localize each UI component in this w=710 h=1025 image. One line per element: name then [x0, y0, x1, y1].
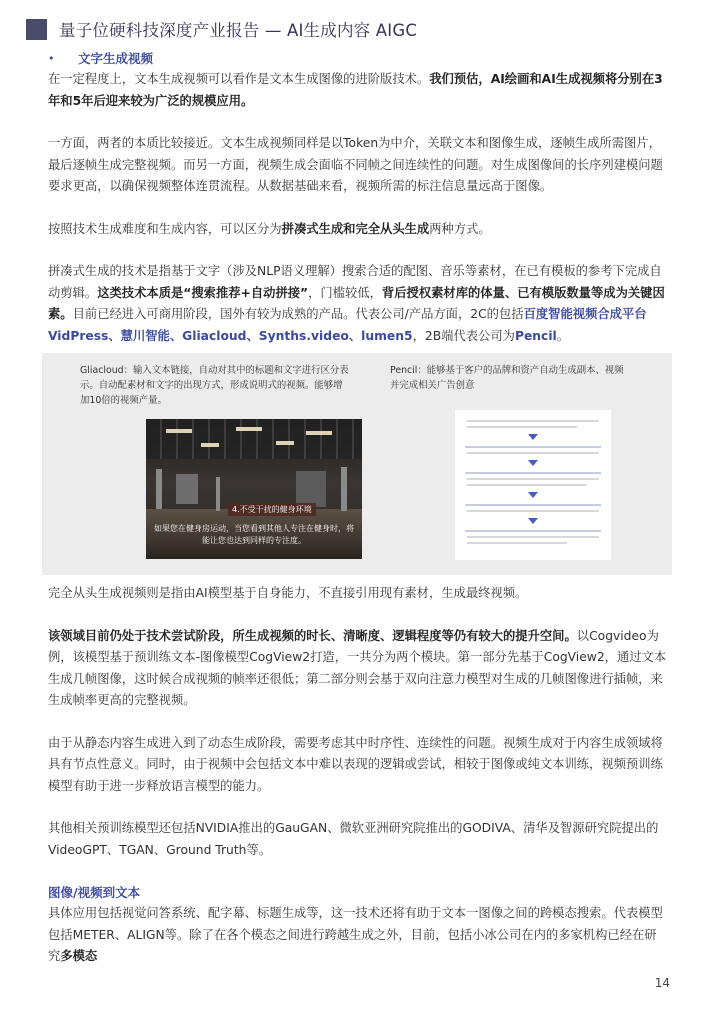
paragraph-classification	[48, 219, 668, 241]
page-number: 14	[654, 976, 670, 990]
header-title: 量子位硬科技深度产业报告 — AI生成内容 AIGC	[59, 21, 418, 40]
text-span: 。	[556, 328, 570, 343]
section-heading-text-to-video	[48, 48, 668, 69]
bold-span: 背后授权素材库的体量、已有模版数量等成为关键因素。	[48, 285, 665, 321]
paragraph-image-to-text	[48, 903, 668, 968]
header-accent-block	[26, 19, 47, 40]
bold-span: 我们预估，AI绘画和AI生成视频将分别在3年和5年后迎来较为广泛的规模应用。	[48, 72, 663, 108]
arrow-down-icon	[528, 492, 538, 498]
figure-caption-pencil: Pencil：能够基于客户的品牌和资产自动生成副本、视频并完成相关广告创意	[390, 365, 624, 391]
text-span: 完全从头生成视频则是指由AI模型基于自身能力，不直接引用现有素材，生成最终视频。	[48, 586, 528, 600]
page-header	[26, 14, 417, 44]
text-span: ，门槛较低，	[308, 285, 382, 300]
paragraph-cogvideo	[48, 626, 668, 712]
text-span: 两种方式。	[429, 221, 491, 236]
text-span: 以Cogvideo为例，该模型基于预训练文本-图像模型CogView2打造，一共分为两个模块。第一部分先基于CogView2，通过文本生成几帧图像，这时候合成视频的帧率还很低；第二部分则会基于双向注意力模型对生成的几帧图像进行插帧，来生成帧率更高的完整视频。	[48, 628, 667, 707]
bold-span: 该领域目前仍处于技术尝试阶段，所生成视频的时长、清晰度、逻辑程度等仍有较大的提升空间。	[48, 628, 577, 643]
bold-span: 多模态	[60, 949, 98, 963]
pencil-flow-diagram	[455, 410, 611, 560]
arrow-down-icon	[528, 460, 538, 466]
section-title: 文字生成视频	[78, 51, 154, 66]
text-span: 一方面，两者的本质比较接近。文本生成视频同样是以Token为中介，关联文本和图像生成，逐帧生成所需图片，最后逐帧生成完整视频。而另一方面，视频生成会面临不同帧之间连续性的问题。对生成图像间的长序列建模问题要求更高，以确保视频整体连贯流程。从数据基础来看，视频所需的标注信息量远高于图像。	[48, 136, 663, 193]
arrow-down-icon	[528, 434, 538, 440]
paragraph-other-models	[48, 818, 668, 861]
text-span: ，2B端代表公司为	[412, 328, 515, 343]
gym-caption-tag: 4.不受干扰的健身环境	[228, 503, 316, 516]
text-span: 由于从静态内容生成进入到了动态生成阶段，需要考虑其中时序性、连续性的问题。视频生成对于内容生成领域将具有节点性意义。同时，由于视频中会包括文本中难以表现的逻辑或尝试，相较于图像或纯文本训练，视频预训练模型有助于进一步释放语言模型的能力。	[48, 735, 663, 793]
text-span: 具体应用包括视觉问答系统、配字幕、标题生成等，这一技术还将有助于文本一图像之间的跨模态搜索。代表模型包括METER、ALIGN等。除了在各个模态之间进行跨越生成之外，目前，包括小冰公司在内的多家机构已经在研究	[48, 906, 663, 963]
paragraph-comparison	[48, 133, 668, 198]
figure-examples	[42, 353, 672, 575]
company-pencil: Pencil	[514, 328, 557, 343]
text-span: 拼凑式生成的技术是指基于文字（涉及NLP语义理解）搜索合适的配图、音乐等素材，在已有模板的参考下完成自动剪辑。	[48, 264, 662, 300]
text-span: 按照技术生成难度和生成内容，可以区分为	[48, 221, 282, 236]
paragraph-intro	[48, 69, 668, 112]
bullet-icon: •	[48, 52, 55, 65]
main-content	[48, 48, 668, 968]
gym-subtitle: 如果您在健身房运动，当您看到其他人专注在健身时，将能让您也达到同样的专注度。	[154, 524, 354, 545]
text-span: 其他相关预训练模型还包括NVIDIA推出的GauGAN、微软亚洲研究院推出的GODIVA、清华及智源研究院提出的VideoGPT、TGAN、Ground Truth等。	[48, 821, 659, 857]
text-span: 在一定程度上，文本生成视频可以看作是文本生成图像的进阶版技术。	[48, 72, 430, 86]
bold-span: 这类技术本质是“搜索推荐+自动拼接”	[97, 285, 309, 300]
figure-caption-gliacloud: Gliacloud：输入文本链接，自动对其中的标题和文字进行区分表示。自动配素材和文字的出现方式，形成说明式的视频。能够增加10倍的视频产量。	[80, 365, 349, 406]
paragraph-pieced-generation	[48, 261, 668, 347]
arrow-down-icon	[528, 518, 538, 524]
bold-span: 拼凑式生成和完全从头生成	[281, 221, 430, 236]
gym-video-screenshot	[146, 419, 362, 559]
company-list: 百度智能视频合成平台VidPress、慧川智能、Gliacloud、Synths.video、lumen5	[48, 307, 647, 343]
paragraph-temporal	[48, 733, 668, 798]
paragraph-from-scratch	[48, 583, 668, 605]
text-span: 目前已经进入可商用阶段，国外有较为成熟的产品。代表公司/产品方面，2C的包括	[72, 307, 524, 321]
section-heading-image-to-text: 图像/视频到文本	[48, 885, 141, 900]
